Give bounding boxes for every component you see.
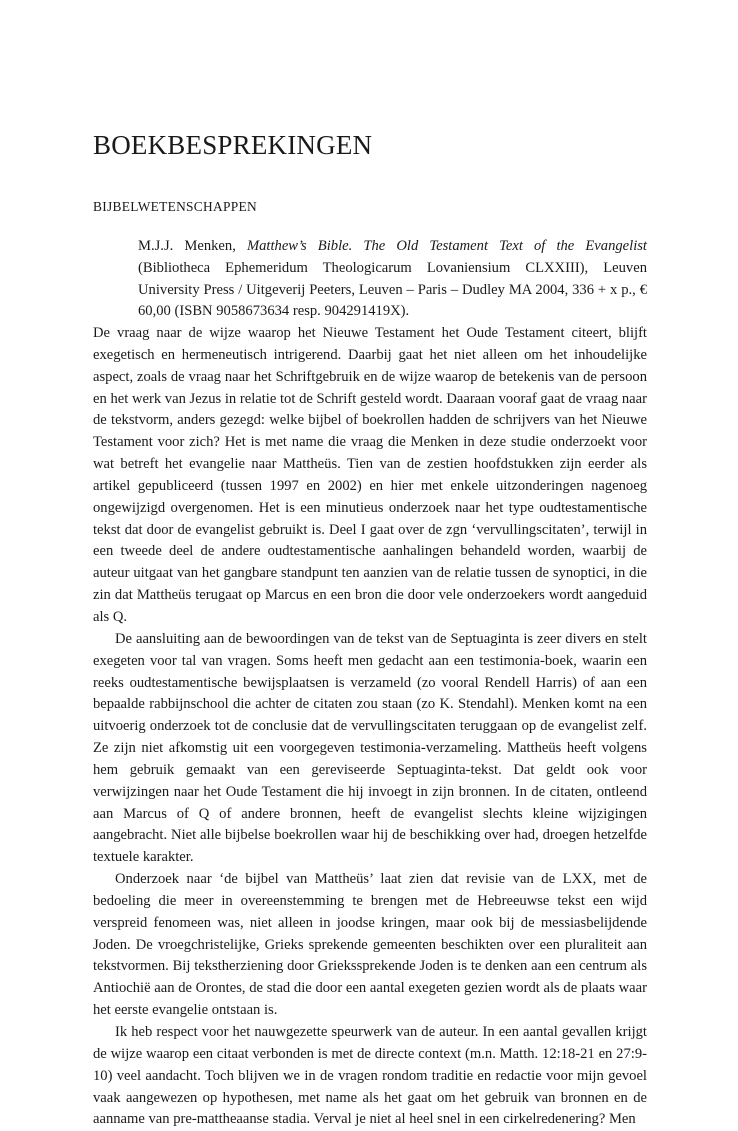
section-heading: BIJBELWETENSCHAPPEN [93, 199, 257, 214]
citation-author: M.J.J. Menken, [138, 238, 236, 254]
review-paragraph: De vraag naar de wijze waarop het Nieuwe Testament het Oude Testament citeert, blijft exegetisch en hermeneutisch intrigerend. Daarbij gaat het niet alleen om het inhoudelijke aspect, zoals de vraag naar het Schriftgebruik en de wijze waarop de betekenis van de persoon en het werk van Jezus in relatie tot de Schrift gesteld wordt. Daaraan vooraf gaat de vraag naar de tekstvorm, anders gezegd: welke bijbel of boekrollen hadden de schrijvers van het Nieuwe Testament voor zich? Het is met name die vraag die Menken in deze studie onderzoekt voor wat betreft het evangelie naar Mattheüs. Tien van de zestien hoofdstukken zijn eerder als artikel gepubliceerd (tussen 1997 en 2002) en hier met enkele uitzonderingen nagenoeg ongewijzigd overgenomen. Het is een minutieus onderzoek naar het type oudtestamentische tekst dat door de evangelist gebruikt is. Deel I gaat over de zgn ‘vervullingscitaten’, terwijl in een tweede deel de andere oudtestamentische aanhalingen behandeld worden, waarbij de auteur uitgaat van het gangbare standpunt ten aanzien van de relatie tussen de synoptici, in die zin dat Mattheüs terugaat op Marcus en een bron die door vele onderzoekers wordt aangeduid als Q. [93, 325, 647, 625]
review-paragraph: De aansluiting aan de bewoordingen van de tekst van de Septuaginta is zeer divers en stelt exegeten voor tal van vragen. Soms heeft men gedacht aan een testimonia-boek, waarin een reeks oudtestamentische bewijsplaatsen is verzameld (zo vooral Rendell Harris) of aan een bepaalde rabbijnschool die achter de citaten zou staan (zo K. Stendahl). Menken komt na een uitvoerig onderzoek tot de conclusie dat de vervullingscitaten teruggaan op de evangelist zelf. Ze zijn niet afkomstig uit een voorgegeven testimonia-verzameling. Mattheüs heeft volgens hem gebruik gemaakt van een gereviseerde Septuaginta-tekst. Dat geldt ook voor verwijzingen naar het Oude Testament die hij invoegt in zijn bronnen. In de citaten, ontleend aan Marcus of Q of andere bronnen, heeft de evangelist slechts kleine wijzigingen aangebracht. Niet alle bijbelse boekrollen waar hij de beschikking over had, droegen hetzelfde textuele karakter. [93, 630, 647, 866]
citation-title: Matthew’s Bible. The Old Testament Text of the Evangelist [246, 238, 647, 254]
review-paragraph: Onderzoek naar ‘de bijbel van Mattheüs’ laat zien dat revisie van de LXX, met de bedoeling die meer in overeenstemming te brengen met de Hebreeuwse tekst een wijd verspreid fenomeen was, niet alleen in joodse kringen, maar ook bij de messiasbelijdende Joden. De vroegchristelijke, Grieks sprekende gemeenten beschikten over een pluraliteit aan tekstvormen. Bij tekstherziening door Griekssprekende Joden is te denken aan een centrum als Antiochië aan de Orontes, de stad die door een aantal exegeten gezien wordt als de plaats waar het eerste evangelie ontstaan is. [93, 871, 647, 1019]
review-body [93, 323, 647, 1131]
citation-details: (Bibliotheca Ephemeridum Theologicarum Lovaniensium CLXXIII), Leuven University Press / Uitgeverij Peeters, Leuven – Paris – Dudley MA 2004, 336 + x p., € 60,00 (ISBN 9058673634 resp. 904291419X). [138, 259, 647, 320]
review-paragraph: Ik heb respect voor het nauwgezette speurwerk van de auteur. In een aantal gevallen krijgt de wijze waarop een citaat verbonden is met de directe context (m.n. Matth. 12:18-21 en 27:9-10) veel aandacht. Toch blijven we in de vragen rondom traditie en redactie voor mijn gevoel vaak aangewezen op hypothesen, met name als het gaat om het gebruik van bronnen en de aanname van pre-mattheaanse stadia. Verval je niet al heel snel in een cirkelredenering? Men [93, 1024, 647, 1128]
book-citation [138, 236, 647, 323]
page-title: BOEKBESPREKINGEN [93, 130, 373, 160]
